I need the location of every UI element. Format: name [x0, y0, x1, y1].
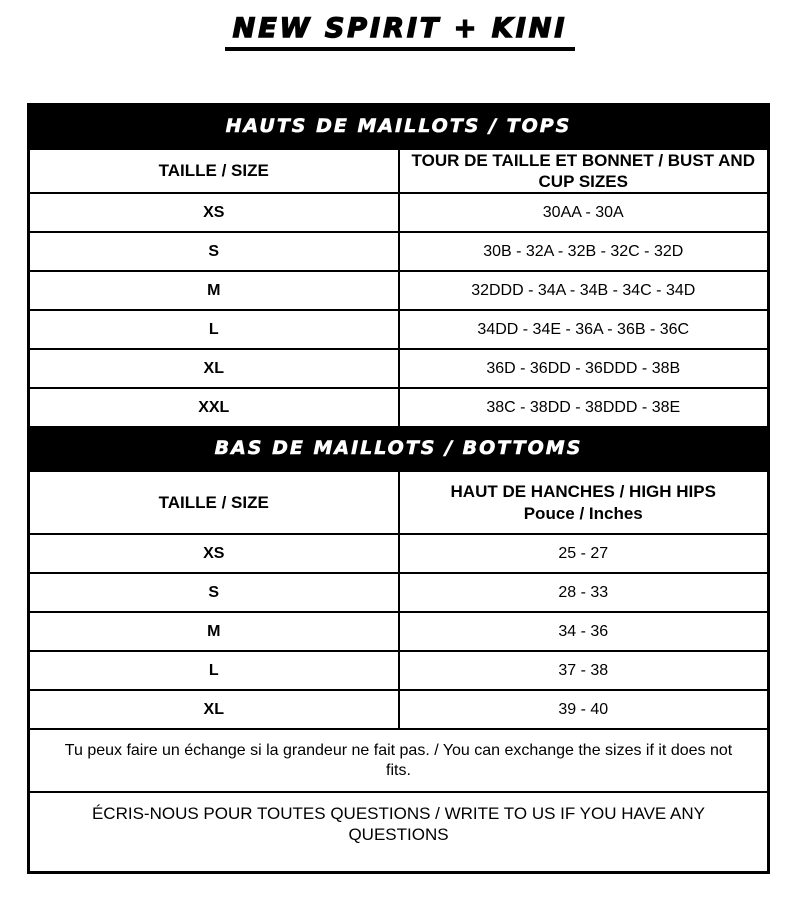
tops-section-band [29, 105, 769, 149]
exchange-note-cell [29, 729, 769, 792]
exchange-note-text: Tu peux faire un échange si la grandeur ne fait pas. / You can exchange the sizes if it does not fits. [64, 741, 733, 779]
size-chart-table [27, 103, 770, 874]
size-value: 34DD - 34E - 36A - 36B - 36C [399, 310, 769, 349]
size-label: L [29, 310, 399, 349]
bottoms-header-row [29, 471, 769, 534]
size-value: 36D - 36DD - 36DDD - 38B [399, 349, 769, 388]
bottoms-hips-header-line1: HAUT DE HANCHES / HIGH HIPS [450, 482, 716, 502]
size-value: 30B - 32A - 32B - 32C - 32D [399, 232, 769, 271]
size-value: 30AA - 30A [399, 193, 769, 232]
tops-bust-column-header: TOUR DE TAILLE ET BONNET / BUST AND CUP SIZES [399, 149, 769, 194]
size-value: 28 - 33 [399, 573, 769, 612]
size-label: L [29, 651, 399, 690]
contact-note-cell [29, 792, 769, 872]
size-label: XL [29, 349, 399, 388]
tops-header-row [29, 149, 769, 194]
table-row [29, 573, 769, 612]
size-value: 37 - 38 [399, 651, 769, 690]
bottoms-section-header: BAS DE MAILLOTS / BOTTOMS [29, 427, 769, 471]
bottoms-hips-header-line2: Pouce / Inches [523, 503, 643, 523]
tops-size-column-header: TAILLE / SIZE [29, 149, 399, 194]
size-label: XS [29, 193, 399, 232]
exchange-note-row [29, 729, 769, 792]
table-row [29, 310, 769, 349]
contact-note-text: ÉCRIS-NOUS POUR TOUTES QUESTIONS / WRITE TO US IF YOU HAVE ANY QUESTIONS [91, 804, 706, 845]
table-row [29, 232, 769, 271]
size-value: 38C - 38DD - 38DDD - 38E [399, 388, 769, 427]
title-area [0, 13, 800, 51]
size-label: S [29, 573, 399, 612]
size-value: 39 - 40 [399, 690, 769, 729]
size-label: XS [29, 534, 399, 573]
size-label: M [29, 612, 399, 651]
contact-note-row [29, 792, 769, 872]
table-row [29, 349, 769, 388]
size-label: S [29, 232, 399, 271]
bottoms-hips-column-header [399, 471, 769, 534]
size-label: XXL [29, 388, 399, 427]
page-title: NEW SPIRIT + KINI [225, 13, 576, 51]
size-value: 34 - 36 [399, 612, 769, 651]
bottoms-size-column-header: TAILLE / SIZE [29, 471, 399, 534]
table-row [29, 271, 769, 310]
size-label: XL [29, 690, 399, 729]
size-value: 32DDD - 34A - 34B - 34C - 34D [399, 271, 769, 310]
table-row [29, 388, 769, 427]
table-row [29, 534, 769, 573]
size-value: 25 - 27 [399, 534, 769, 573]
tops-section-header: HAUTS DE MAILLOTS / TOPS [29, 105, 769, 149]
table-row [29, 651, 769, 690]
table-row [29, 690, 769, 729]
size-label: M [29, 271, 399, 310]
bottoms-section-band [29, 427, 769, 471]
table-row [29, 193, 769, 232]
table-row [29, 612, 769, 651]
